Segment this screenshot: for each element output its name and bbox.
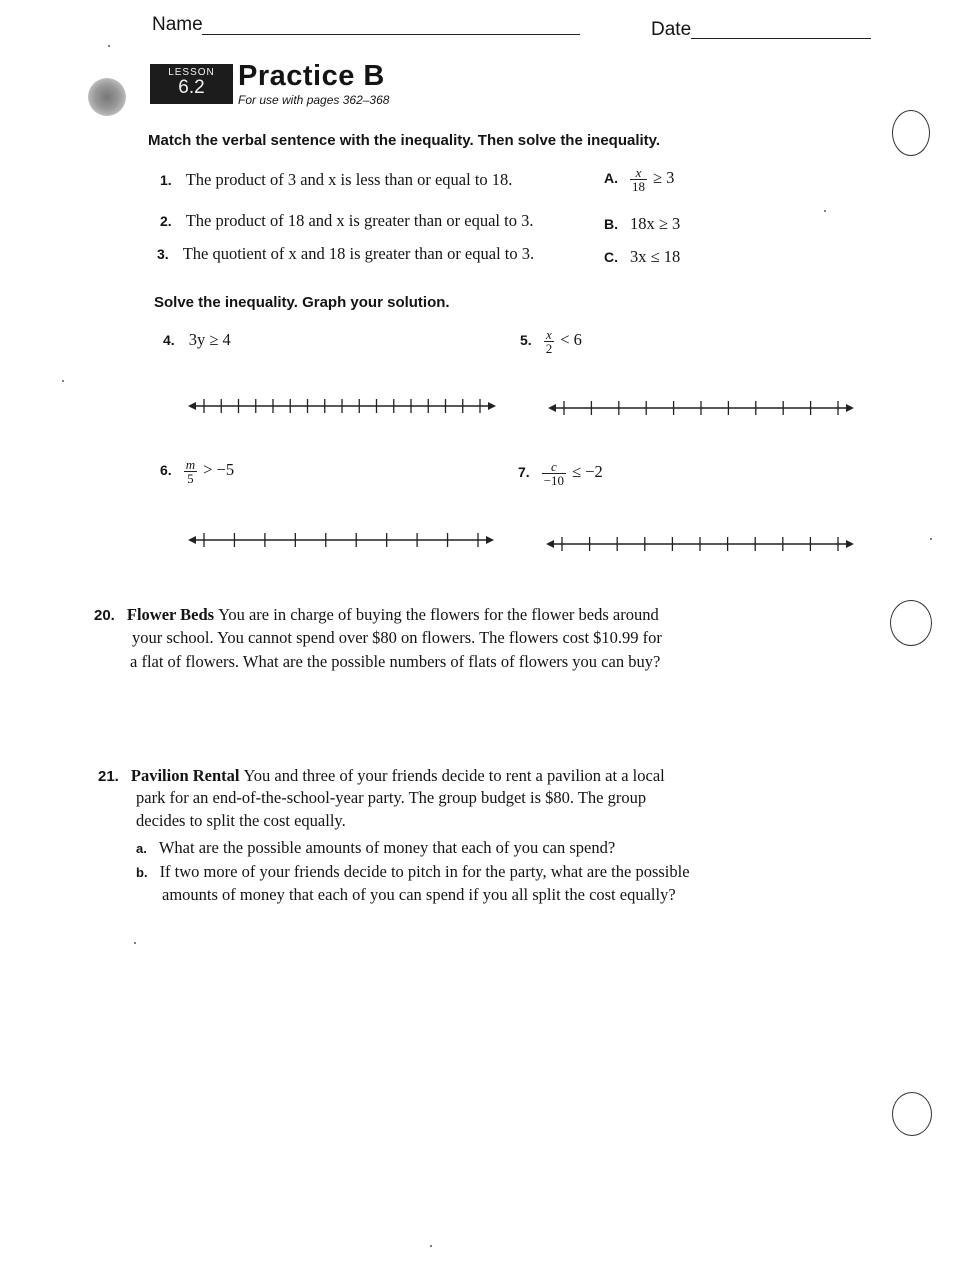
hole-punch <box>892 1092 932 1136</box>
problem-20-line-2: your school. You cannot spend over $80 on flowers. The flowers cost $10.99 for <box>132 628 662 647</box>
match-item-3 <box>157 244 534 264</box>
problem-number: 20. <box>94 607 115 624</box>
problem-title: Pavilion Rental <box>130 766 240 785</box>
problem-line: You and three of your friends decide to rent a pavilion at a local <box>243 766 665 785</box>
choice-expr: 18x ≥ 3 <box>630 214 681 233</box>
scan-speck <box>108 45 110 47</box>
problem-rest: ≤ −2 <box>572 462 603 482</box>
problem-21-part-b-line-2: amounts of money that each of you can spend if you all split the cost equally? <box>162 885 676 904</box>
hole-punch <box>890 600 932 646</box>
fraction-numerator: x <box>544 328 555 342</box>
problem-20-line-3: a flat of flowers. What are the possible numbers of flats of flowers you can buy? <box>130 652 661 671</box>
problem-number: 7. <box>518 464 530 481</box>
number-line-5[interactable] <box>546 398 856 418</box>
fraction-numerator: x <box>630 166 647 180</box>
problem-20 <box>94 605 659 625</box>
problem-rest: < 6 <box>560 330 582 350</box>
arrow-right <box>486 536 494 544</box>
choice-letter: C. <box>604 249 618 265</box>
problem-number: 21. <box>98 768 119 785</box>
scan-speck <box>62 380 64 382</box>
problem-4 <box>163 330 231 350</box>
choice-fraction <box>630 166 647 193</box>
problem-21-part-b <box>136 862 690 882</box>
page-title: Practice B <box>238 60 385 92</box>
arrow-left <box>188 402 196 410</box>
number-line-6[interactable] <box>186 530 496 550</box>
choice-c <box>604 247 680 267</box>
date-field[interactable] <box>691 38 871 39</box>
scan-speck <box>430 1245 432 1247</box>
stamp-mark <box>88 78 126 116</box>
problem-6 <box>160 458 234 485</box>
name-label: Name <box>152 14 203 35</box>
problem-21 <box>98 766 665 786</box>
arrow-right <box>488 402 496 410</box>
part-label: a. <box>136 841 147 856</box>
number-line-7[interactable] <box>544 534 856 554</box>
hole-punch <box>892 110 930 156</box>
match-item-2 <box>160 211 533 231</box>
arrow-left <box>548 404 556 412</box>
part-text: What are the possible amounts of money that each of you can spend? <box>158 838 616 857</box>
name-field[interactable] <box>202 34 580 35</box>
scan-speck <box>824 210 826 212</box>
number-line-4[interactable] <box>186 396 498 416</box>
fraction-denominator: −10 <box>543 473 565 488</box>
lesson-number: 6.2 <box>178 77 205 98</box>
item-text: The product of 18 and x is greater than or equal to 3. <box>185 211 534 230</box>
date-label: Date <box>651 19 692 40</box>
problem-21-line-3: decides to split the cost equally. <box>136 811 346 830</box>
problem-21-part-a <box>136 838 615 858</box>
fraction-numerator: c <box>542 460 566 474</box>
fraction-denominator: 5 <box>187 471 194 486</box>
choice-letter: A. <box>604 170 618 187</box>
problem-expr: 3y ≥ 4 <box>188 330 231 349</box>
problem-number: 6. <box>160 462 172 479</box>
choice-expr: 3x ≤ 18 <box>630 247 681 266</box>
item-number: 1. <box>160 172 172 188</box>
problem-line: You are in charge of buying the flowers for the flower beds around <box>218 605 659 624</box>
part-label: b. <box>136 865 148 880</box>
problem-7 <box>518 460 603 487</box>
item-number: 2. <box>160 213 172 229</box>
problem-rest: > −5 <box>203 460 235 480</box>
fraction-denominator: 2 <box>545 341 553 356</box>
match-item-1 <box>160 170 512 190</box>
problem-fraction <box>184 458 197 485</box>
arrow-right <box>846 404 854 412</box>
fraction-denominator: 18 <box>632 179 645 194</box>
choice-a <box>604 166 674 193</box>
item-text: The product of 3 and x is less than or equal to 18. <box>185 170 513 189</box>
graph-instruction: Solve the inequality. Graph your solution. <box>154 294 450 311</box>
problem-number: 5. <box>520 332 532 349</box>
item-number: 3. <box>157 246 169 262</box>
match-instruction: Match the verbal sentence with the inequality. Then solve the inequality. <box>148 132 661 149</box>
choice-letter: B. <box>604 216 618 232</box>
choice-rest: ≥ 3 <box>653 168 675 188</box>
page-subtitle: For use with pages 362–368 <box>238 93 390 107</box>
choice-b <box>604 214 680 234</box>
lesson-badge <box>150 64 233 104</box>
part-text: If two more of your friends decide to pitch in for the party, what are the possible <box>159 862 690 881</box>
lesson-word: LESSON <box>168 67 215 78</box>
problem-number: 4. <box>163 332 175 348</box>
item-text: The quotient of x and 18 is greater than or equal to 3. <box>182 244 535 263</box>
problem-5 <box>520 328 582 355</box>
problem-fraction <box>542 460 566 487</box>
scan-speck <box>134 942 136 944</box>
arrow-left <box>546 540 554 548</box>
scan-speck <box>930 538 932 540</box>
problem-fraction <box>544 328 555 355</box>
arrow-right <box>846 540 854 548</box>
fraction-numerator: m <box>185 457 196 472</box>
problem-21-line-2: park for an end-of-the-school-year party. The group budget is $80. The group <box>136 788 647 807</box>
arrow-left <box>188 536 196 544</box>
problem-title: Flower Beds <box>126 605 215 624</box>
